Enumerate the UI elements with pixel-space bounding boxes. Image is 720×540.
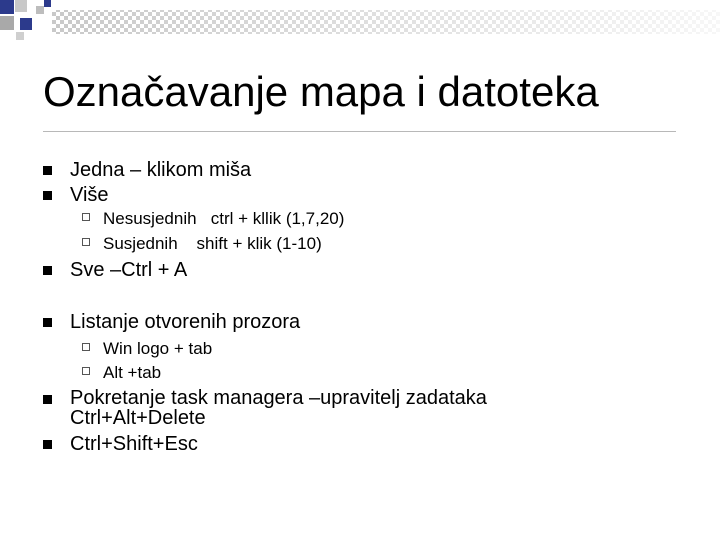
bullet-item [70, 259, 187, 282]
bullet-item [70, 388, 570, 428]
square-bullet-icon [43, 166, 52, 175]
bullet-text: Ctrl+Shift+Esc [70, 433, 198, 455]
bullet-item [70, 159, 251, 182]
sub-bullet-text: Susjednih shift + klik (1-10) [103, 234, 322, 253]
square-bullet-icon [43, 266, 52, 275]
sub-bullet-item [103, 338, 212, 359]
deco-square-grey-low [16, 32, 24, 40]
title-divider [43, 131, 676, 132]
slide-title: Označavanje mapa i datoteka [43, 68, 599, 115]
deco-square-blue-mid [20, 18, 32, 30]
bullet-item [70, 311, 300, 334]
deco-square-blue-top [0, 0, 14, 14]
header-decoration [0, 0, 720, 44]
bullet-item [70, 433, 198, 456]
bullet-text: Pokretanje task managera –upravitelj zadataka Ctrl+Alt+Delete [70, 387, 487, 429]
sub-bullet-item [103, 362, 161, 383]
bullet-text: Jedna – klikom miša [70, 159, 252, 181]
hollow-square-bullet-icon [82, 213, 90, 221]
sub-bullet-text: Alt +tab [103, 363, 162, 382]
bullet-text: Listanje otvorenih prozora [70, 311, 301, 333]
square-bullet-icon [43, 440, 52, 449]
bullet-text: Više [70, 184, 109, 206]
bullet-item [70, 184, 109, 207]
deco-square-grey-mid [0, 16, 14, 30]
sub-bullet-item [103, 233, 322, 254]
sub-bullet-text: Nesusjednih ctrl + kllik (1,7,20) [103, 209, 345, 228]
hollow-square-bullet-icon [82, 367, 90, 375]
deco-strip-fade [52, 10, 720, 34]
sub-bullet-item [103, 208, 344, 229]
bullet-text: Sve –Ctrl + A [70, 259, 188, 281]
hollow-square-bullet-icon [82, 238, 90, 246]
hollow-square-bullet-icon [82, 343, 90, 351]
sub-bullet-text: Win logo + tab [103, 339, 213, 358]
square-bullet-icon [43, 318, 52, 327]
deco-square-blue-small [44, 0, 51, 7]
square-bullet-icon [43, 395, 52, 404]
deco-square-grey-small [36, 6, 44, 14]
square-bullet-icon [43, 191, 52, 200]
deco-square-grey-top [15, 0, 27, 12]
